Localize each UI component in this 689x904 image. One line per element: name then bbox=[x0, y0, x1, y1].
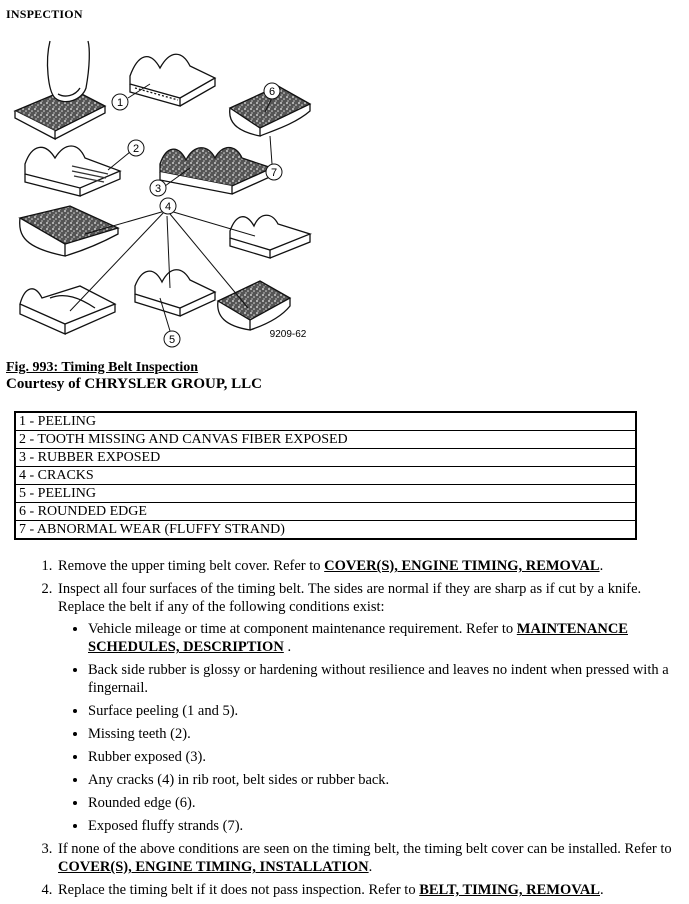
table-row bbox=[15, 431, 636, 449]
list-item: • Rounded edge (6). bbox=[88, 794, 675, 812]
belt-sample-peeling-bottom bbox=[20, 286, 115, 334]
table-row bbox=[15, 521, 636, 540]
callout-3 bbox=[150, 180, 166, 196]
legend-cell: 3 - RUBBER EXPOSED bbox=[15, 449, 636, 467]
step-punct: . bbox=[599, 882, 604, 898]
belt-sample-fluffy-strand bbox=[218, 281, 290, 330]
step-punct: . bbox=[599, 558, 604, 574]
step-punct: . bbox=[368, 859, 373, 875]
list-item: • Exposed fluffy strands (7). bbox=[88, 817, 675, 835]
step-3 bbox=[56, 840, 675, 876]
svg-text:3: 3 bbox=[154, 183, 162, 195]
list-item: • Surface peeling (1 and 5). bbox=[88, 702, 675, 720]
list-item: • Any cracks (4) in rib root, belt sides or rubber back. bbox=[88, 771, 675, 789]
table-row bbox=[15, 503, 636, 521]
legend-cell: 7 - ABNORMAL WEAR (FLUFFY STRAND) bbox=[15, 521, 636, 540]
section-heading: INSPECTION bbox=[6, 7, 83, 21]
belt-removal-link[interactable]: BELT, TIMING, REMOVAL bbox=[419, 882, 600, 898]
condition-punct: . bbox=[283, 639, 292, 655]
belt-sample-peeling bbox=[130, 54, 215, 106]
legend-cell: 4 - CRACKS bbox=[15, 467, 636, 485]
cover-removal-link[interactable]: COVER(S), ENGINE TIMING, REMOVAL bbox=[324, 558, 600, 574]
belt-sample-cracks-left bbox=[20, 206, 118, 256]
belt-sample-finger bbox=[15, 41, 105, 139]
belt-sample-rubber-exposed bbox=[160, 148, 272, 195]
callout-1 bbox=[112, 94, 128, 110]
table-row bbox=[15, 449, 636, 467]
step-text: Replace the timing belt if it does not pass inspection. Refer to bbox=[58, 882, 420, 898]
timing-belt-inspection-illustration bbox=[10, 36, 320, 354]
svg-text:1: 1 bbox=[116, 97, 124, 109]
callout-6 bbox=[264, 83, 280, 99]
condition-list bbox=[58, 620, 675, 835]
legend-cell: 5 - PEELING bbox=[15, 485, 636, 503]
belt-sample-cracks-right bbox=[230, 215, 310, 258]
figure-code: 9209-62 bbox=[269, 329, 307, 340]
legend-cell: 2 - TOOTH MISSING AND CANVAS FIBER EXPOSED bbox=[15, 431, 636, 449]
legend-cell: 6 - ROUNDED EDGE bbox=[15, 503, 636, 521]
belt-sample-cracks-bottom bbox=[135, 270, 215, 316]
maintenance-schedules-link[interactable]: MAINTENANCE SCHEDULES, DESCRIPTION bbox=[88, 621, 628, 655]
svg-text:4: 4 bbox=[164, 201, 172, 213]
step-2 bbox=[56, 580, 675, 835]
step-4 bbox=[56, 881, 675, 899]
step-1 bbox=[56, 557, 675, 575]
step-text: Remove the upper timing belt cover. Refer to bbox=[58, 558, 325, 574]
list-item: • Back side rubber is glossy or hardening without resilience and leaves no indent when pressed with a fingernail. bbox=[88, 661, 675, 697]
step-list bbox=[0, 557, 689, 899]
legend-cell: 1 - PEELING bbox=[15, 412, 636, 431]
procedure-steps bbox=[0, 557, 689, 904]
callout-7 bbox=[266, 164, 282, 180]
svg-text:6: 6 bbox=[268, 86, 276, 98]
table-row bbox=[15, 412, 636, 431]
svg-text:5: 5 bbox=[168, 334, 176, 346]
table-row bbox=[15, 485, 636, 503]
legend-table bbox=[14, 411, 637, 540]
figure-caption bbox=[6, 359, 262, 393]
cover-installation-link[interactable]: COVER(S), ENGINE TIMING, INSTALLATION bbox=[58, 859, 369, 875]
svg-text:7: 7 bbox=[270, 167, 278, 179]
step-text: If none of the above conditions are seen on the timing belt, the timing belt cover can be installed. Refer to bbox=[58, 841, 672, 857]
list-item: • Missing teeth (2). bbox=[88, 725, 675, 743]
step-text: Inspect all four surfaces of the timing belt. The sides are normal if they are sharp as if cut by a knife. Replace the belt if any of the following conditions exist: bbox=[58, 581, 642, 615]
list-item: • Rubber exposed (3). bbox=[88, 748, 675, 766]
belt-sample-tooth-missing bbox=[25, 146, 120, 196]
list-item bbox=[88, 620, 675, 656]
table-row bbox=[15, 467, 636, 485]
callout-4 bbox=[160, 198, 176, 214]
figure-courtesy: Courtesy of CHRYSLER GROUP, LLC bbox=[6, 376, 263, 392]
figure-title: Fig. 993: Timing Belt Inspection bbox=[6, 360, 199, 375]
callout-2 bbox=[128, 140, 144, 156]
callout-5 bbox=[164, 331, 180, 347]
svg-text:2: 2 bbox=[132, 143, 140, 155]
condition-text: Vehicle mileage or time at component maintenance requirement. Refer to bbox=[88, 621, 517, 637]
